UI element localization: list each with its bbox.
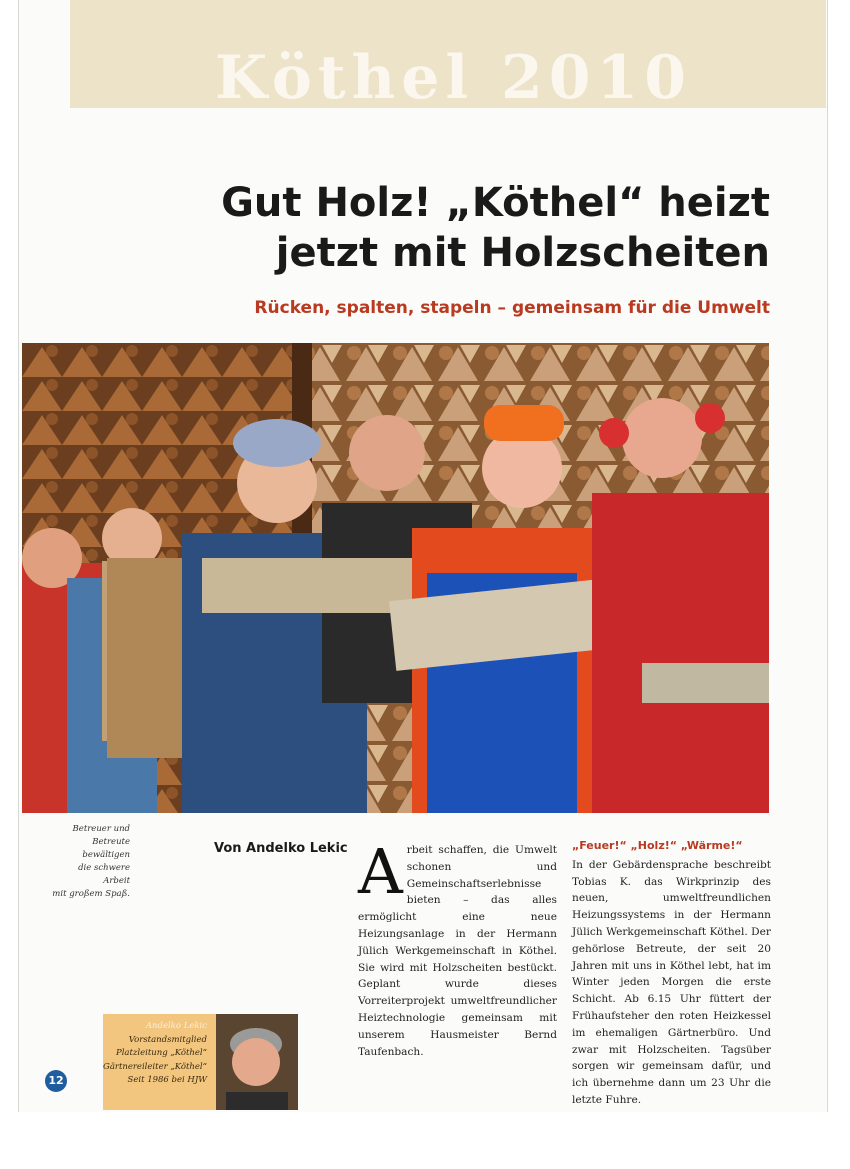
article-column-1 xyxy=(358,835,557,1060)
caption-line: mit großem Spaß. xyxy=(52,889,130,899)
article-column-2 xyxy=(572,838,771,1109)
author-bio-text xyxy=(103,1020,207,1088)
author-role: Gärtnereileiter „Köthel“ xyxy=(103,1061,207,1072)
headline-line-2: jetzt mit Holzscheiten xyxy=(275,230,770,276)
author-portrait xyxy=(216,1014,298,1110)
author-role: Vorstandsmitglied xyxy=(128,1034,207,1045)
caption-line: Betreuer und xyxy=(72,824,130,834)
article-subheadline: Rücken, spalten, stapeln – gemeinsam für die Umwelt xyxy=(254,298,770,318)
woodpile-group-photo-illustration xyxy=(22,343,769,813)
photo-caption xyxy=(52,823,130,901)
caption-line: Betreute bewältigen xyxy=(82,837,130,860)
article-intro-text: rbeit schaffen, die Umwelt schonen und Gemeinschaftserlebnisse bieten – das alles ermöglicht eine neue Heizungsanlage in der Hermann Jülich Werkgemeinschaft in Köthel. Sie wird mit Holzscheiten bestückt. Geplant wurde dieses Vorreiterprojekt umweltfreundlicher Heiztechnologie gemeinsam mit unserem Hausmeister Bernd Taufenbach. xyxy=(358,844,557,1058)
author-portrait-illustration xyxy=(216,1014,298,1110)
drop-cap: A xyxy=(358,835,403,908)
section-body-text: In der Gebärdensprache beschreibt Tobias K. das Wirkprinzip des neuen, umweltfreundlichen Heizungssystems in der Hermann Jülich Werkgemeinschaft Köthel. Der gehörlose Betreute, der seit 20 Jahren mit uns in Köthel lebt, hat im Winter jeden Morgen die erste Schicht. Ab 6.15 Uhr füttert der Frühaufsteher den roten Heizkessel im ehemaligen Gärtnerbüro. Und zwar mit Holzscheiten. Tagsüber sorgen wir gemeinsam dafür, und ich übernehme dann um 23 Uhr die letzte Fuhre. xyxy=(572,858,771,1106)
article-headline xyxy=(150,178,770,278)
article-byline: Von Andelko Lekic xyxy=(214,841,348,856)
author-name: Andelko Lekic xyxy=(145,1021,207,1031)
author-role: Platzleitung „Köthel“ xyxy=(115,1048,207,1058)
author-since: Seit 1986 bei HJW xyxy=(127,1075,207,1085)
author-bio-box xyxy=(103,1014,298,1110)
caption-line: die schwere Arbeit xyxy=(78,863,130,886)
issue-title: Köthel 2010 xyxy=(215,43,693,113)
headline-line-1: Gut Holz! „Köthel“ heizt xyxy=(221,180,770,226)
article-photo xyxy=(22,343,769,813)
section-heading: „Feuer!“ „Holz!“ „Wärme!“ xyxy=(572,839,743,852)
page-number-badge: 12 xyxy=(45,1070,67,1092)
